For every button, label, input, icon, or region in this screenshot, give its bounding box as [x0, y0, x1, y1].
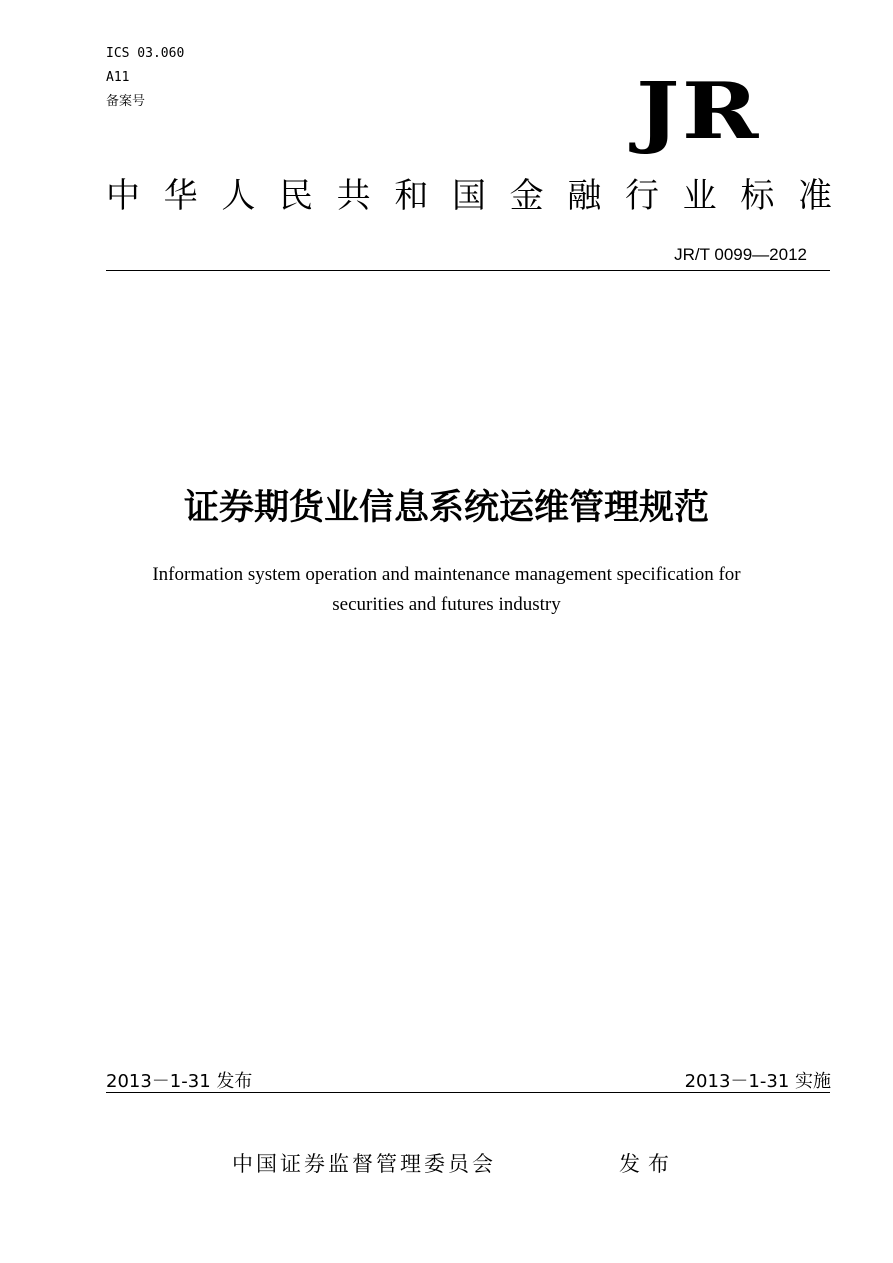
classification-code: A11	[106, 70, 130, 85]
document-title-chinese: 证券期货业信息系统运维管理规范	[183, 488, 709, 528]
jr-logo: JR	[636, 66, 761, 157]
effective-date: 2013－1-31 实施	[684, 1071, 831, 1092]
ics-code: ICS 03.060	[106, 46, 185, 61]
document-title-english-line-2: securities and futures industry	[332, 594, 561, 615]
footer-divider	[106, 1092, 830, 1093]
standard-number: JR/T 0099—2012	[674, 245, 807, 264]
document-title-english-line-1: Information system operation and maintenance management specification for	[152, 564, 741, 585]
standard-type-heading: 中华人民共和国金融行业标准	[106, 176, 832, 216]
record-number-label: 备案号	[106, 94, 146, 109]
issuing-authority: 中国证券监督管理委员会	[232, 1152, 496, 1176]
issue-label: 发布	[619, 1152, 677, 1176]
publish-date: 2013－1-31 发布	[106, 1071, 253, 1092]
header-divider	[106, 270, 830, 271]
